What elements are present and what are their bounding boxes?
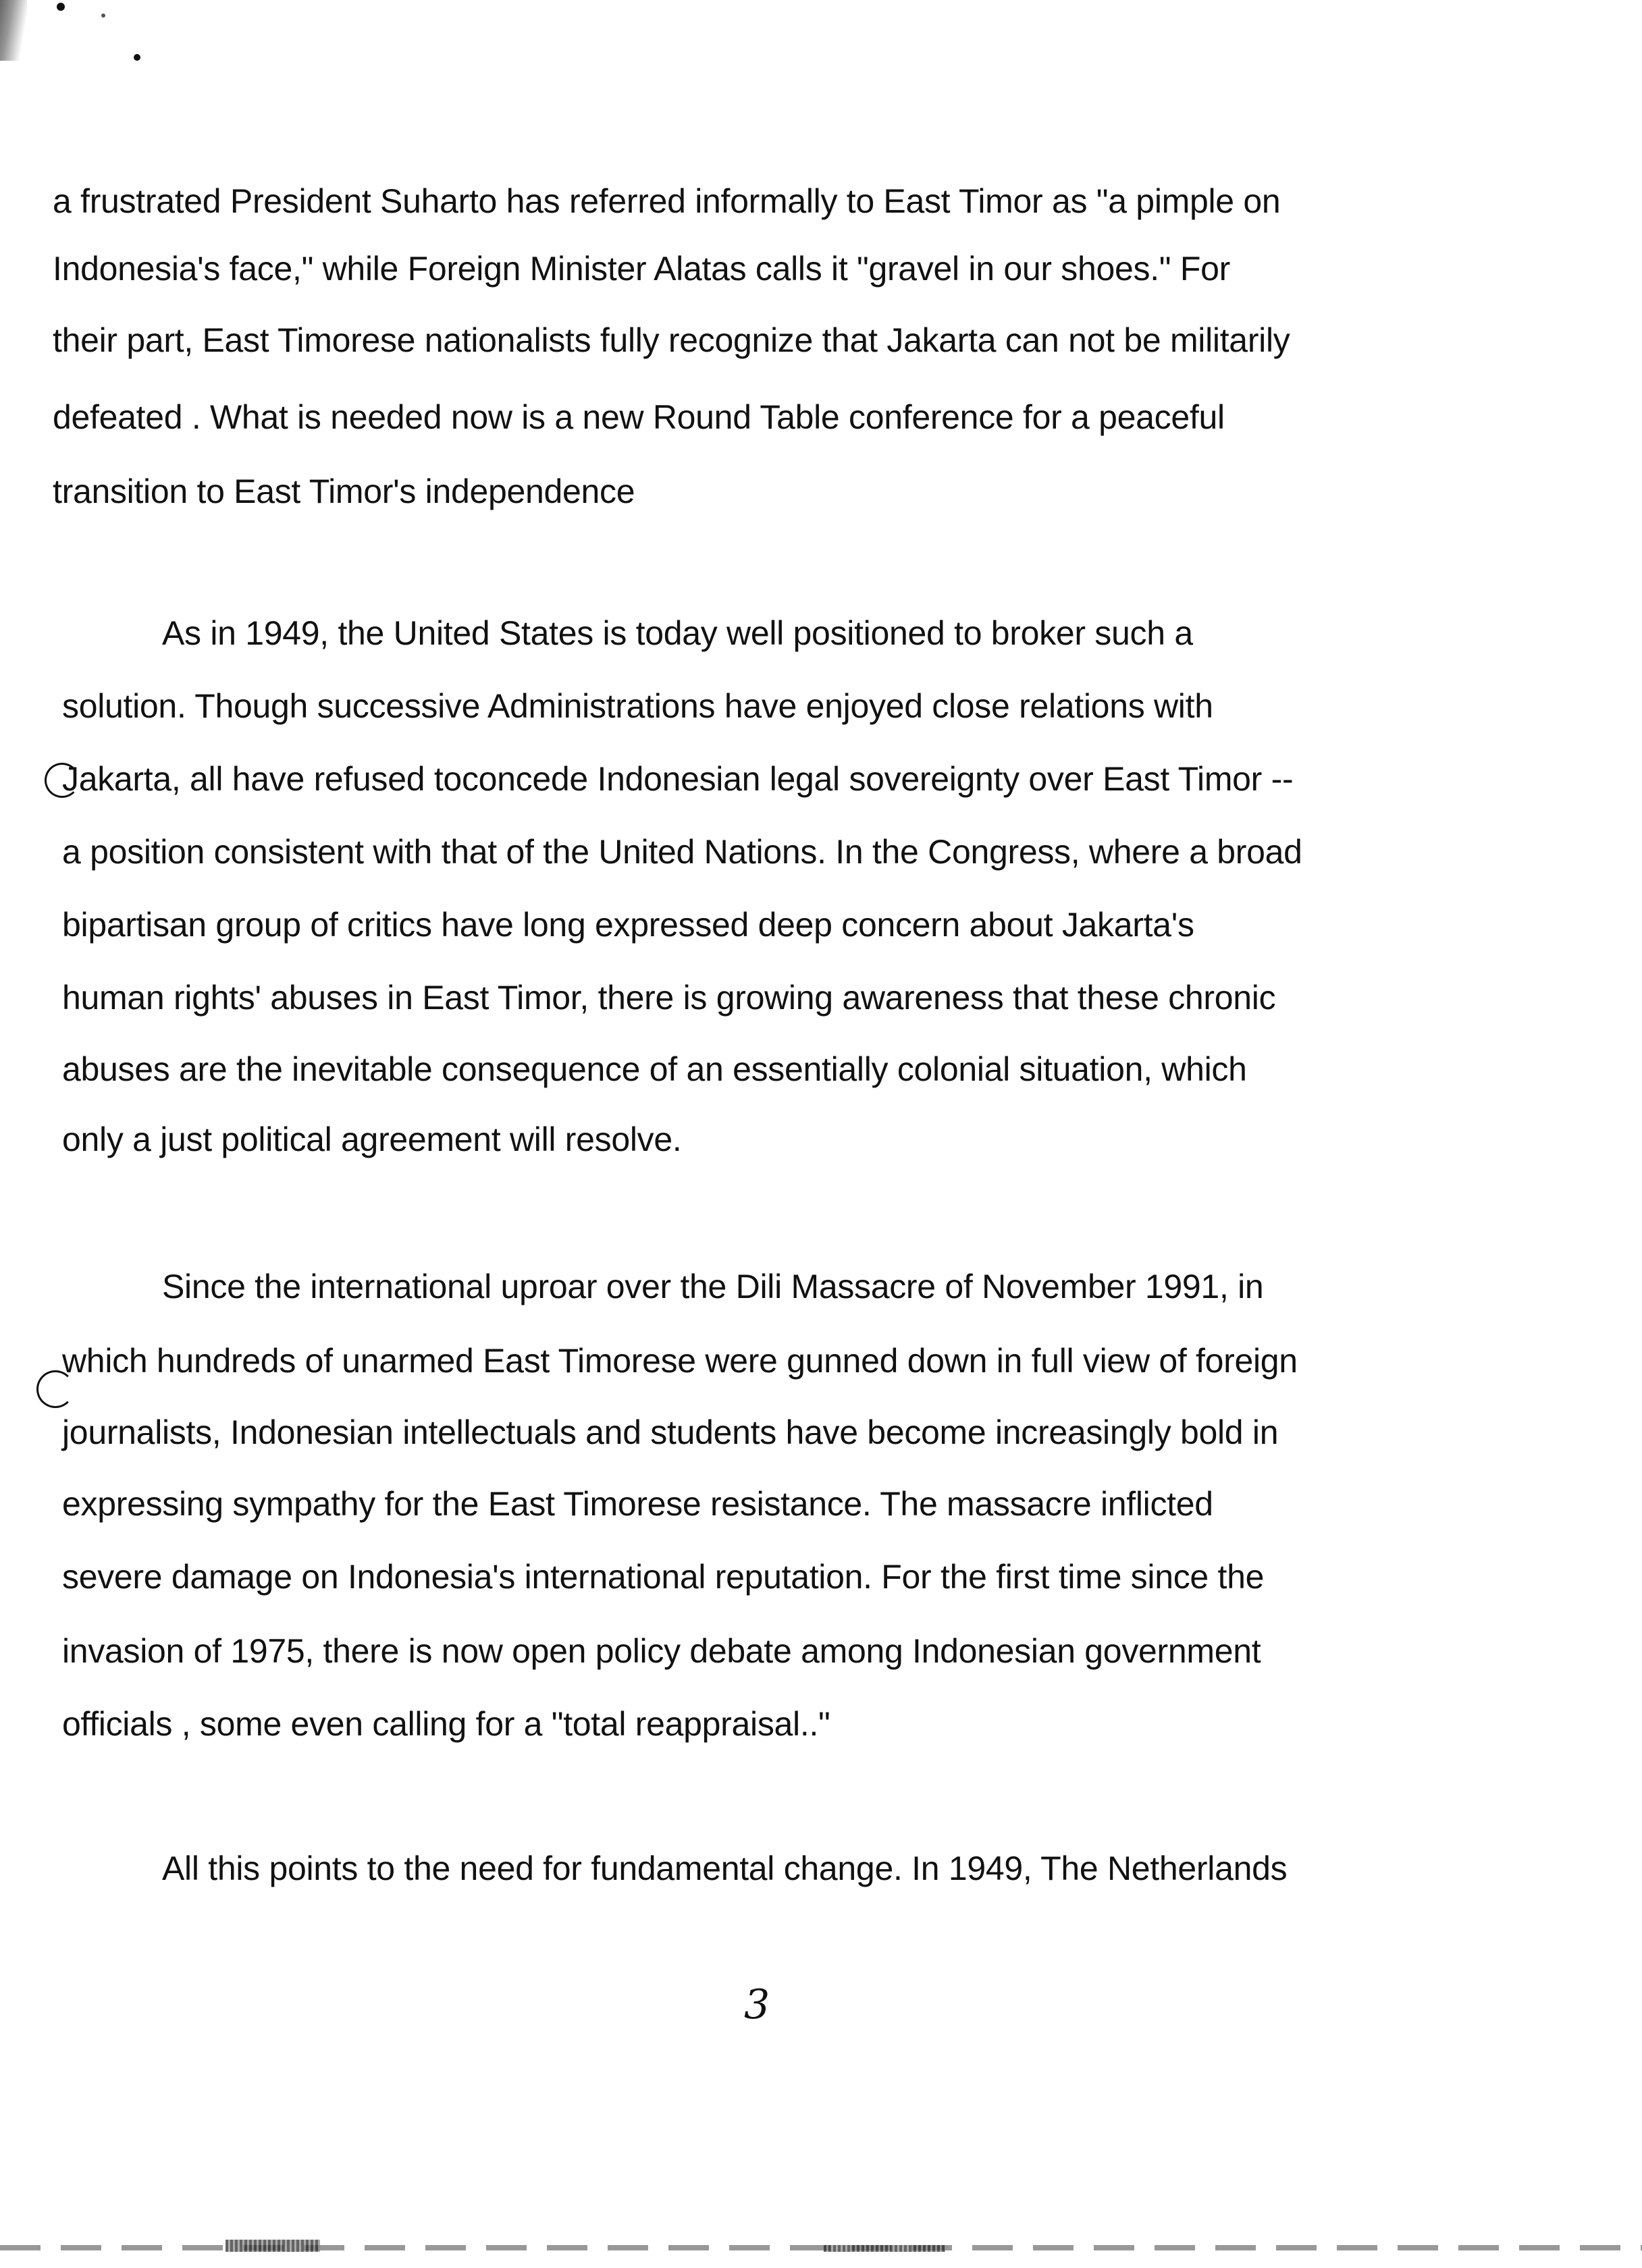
text-line: Since the international uproar over the Dili Massacre of November 1991, in — [162, 1268, 1264, 1305]
text-line: expressing sympathy for the East Timorese resistance. The massacre inflicted — [62, 1485, 1213, 1523]
text-line: Indonesia's face," while Foreign Minister Alatas calls it "gravel in our shoes." For — [53, 250, 1230, 288]
text-line: a position consistent with that of the United Nations. In the Congress, where a broad — [62, 833, 1302, 871]
text-line: transition to East Timor's independence — [53, 473, 635, 510]
scan-speck — [57, 3, 65, 11]
scan-blot — [824, 2245, 945, 2252]
text-line: Jakarta, all have refused toconcede Indonesian legal sovereignty over East Timor -- — [62, 760, 1294, 798]
text-line: solution. Though successive Administrations have enjoyed close relations with — [62, 687, 1213, 725]
text-line: which hundreds of unarmed East Timorese were gunned down in full view of foreign — [62, 1342, 1298, 1380]
text-line: As in 1949, the United States is today well positioned to broker such a — [162, 614, 1193, 652]
scan-speck — [101, 14, 105, 18]
text-line: defeated . What is needed now is a new Round Table conference for a peaceful — [53, 398, 1225, 436]
page-number: 3 — [744, 1981, 770, 2028]
scan-speck — [134, 54, 140, 61]
text-line: abuses are the inevitable consequence of an essentially colonial situation, which — [62, 1050, 1247, 1088]
text-line: human rights' abuses in East Timor, there is growing awareness that these chronic — [62, 979, 1276, 1017]
text-line: All this points to the need for fundamental change. In 1949, The Netherlands — [162, 1850, 1288, 1887]
text-line: invasion of 1975, there is now open policy debate among Indonesian government — [62, 1632, 1261, 1670]
text-line: their part, East Timorese nationalists fully recognize that Jakarta can not be militarily — [53, 321, 1290, 359]
text-line: a frustrated President Suharto has referred informally to East Timor as "a pimple on — [53, 182, 1281, 220]
scan-blot — [226, 2240, 320, 2252]
text-line: bipartisan group of critics have long expressed deep concern about Jakarta's — [62, 906, 1194, 944]
text-line: officials , some even calling for a "total reappraisal.." — [62, 1705, 830, 1743]
scan-smudge — [0, 0, 27, 61]
text-line: only a just political agreement will resolve. — [62, 1120, 682, 1158]
text-line: journalists, Indonesian intellectuals and students have become increasingly bold in — [62, 1413, 1279, 1451]
text-line: severe damage on Indonesia's international reputation. For the first time since the — [62, 1558, 1265, 1596]
